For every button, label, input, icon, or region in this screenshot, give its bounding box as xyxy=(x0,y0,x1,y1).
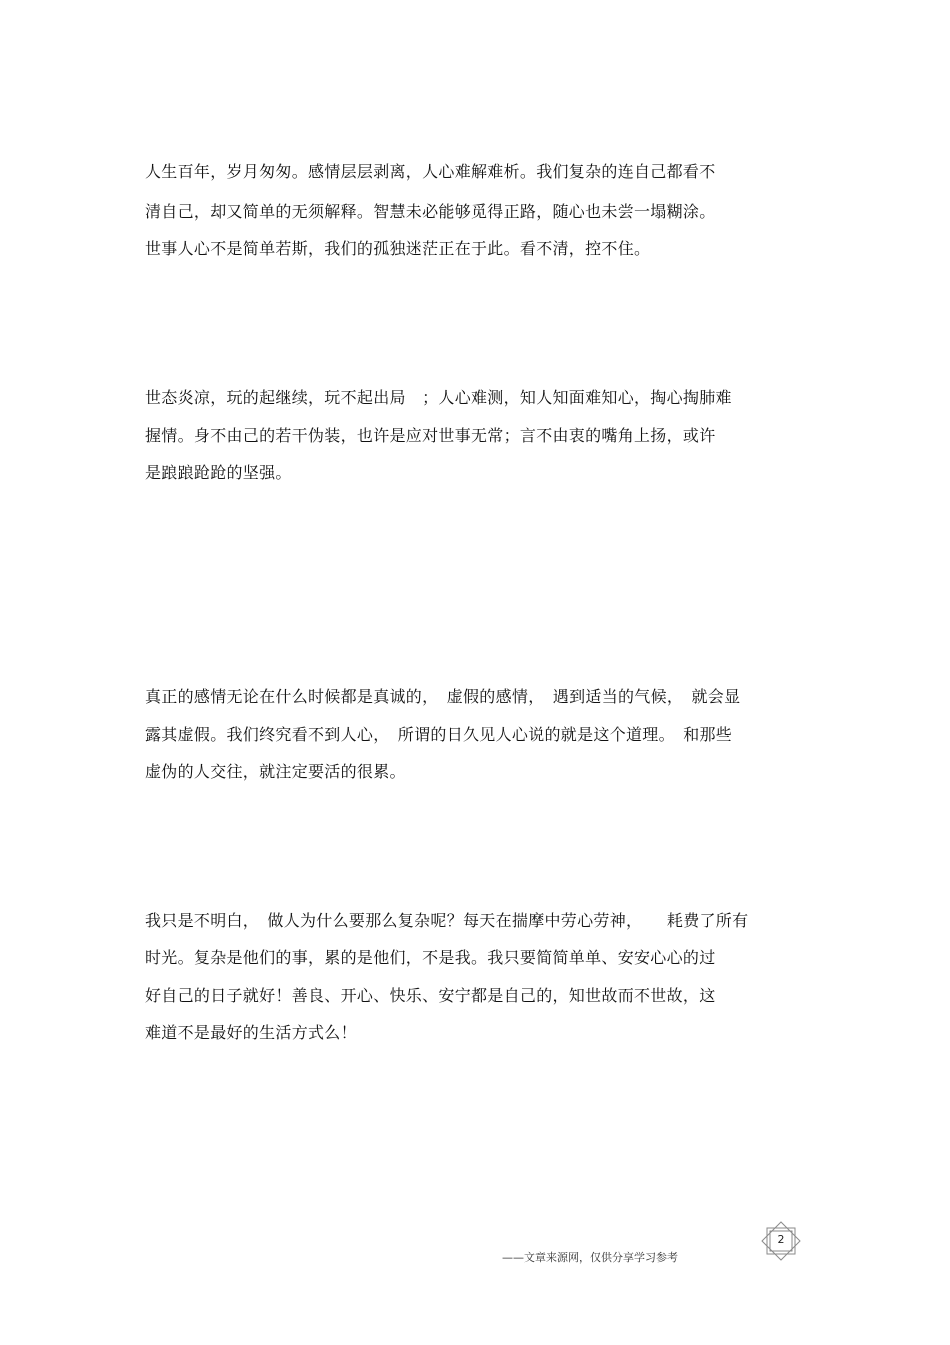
footer-source-note: ——文章来源网，仅供分享学习参考 xyxy=(502,1251,678,1264)
paragraph-line: 露其虚假。我们终究看不到人心， 所谓的日久见人心说的就是这个道理。 和那些 xyxy=(145,725,733,744)
paragraph-line: 清自己，却又简单的无须解释。智慧未必能够觅得正路，随心也未尝一塌糊涂。 xyxy=(145,202,716,221)
paragraph-line: 世事人心不是简单若斯，我们的孤独迷茫正在于此。看不清，控不住。 xyxy=(145,239,651,258)
page-number-badge xyxy=(758,1221,804,1261)
paragraph-line: 虚伪的人交往，就注定要活的很累。 xyxy=(145,762,406,781)
paragraph-line: 真正的感情无论在什么时候都是真诚的， 虚假的感情， 遇到适当的气候， 就会显 xyxy=(145,687,741,706)
page-number: 2 xyxy=(777,1233,785,1246)
paragraph-line: 我只是不明白， 做人为什么要那么复杂呢？每天在揣摩中劳心劳神， 耗费了所有 xyxy=(145,911,749,930)
paragraph-line: 世态炎凉，玩的起继续，玩不起出局 ；人心难测，知人知面难知心，掏心掏肺难 xyxy=(145,388,732,407)
paragraph-line: 人生百年，岁月匆匆。感情层层剥离，人心难解难析。我们复杂的连自己都看不 xyxy=(145,162,716,181)
paragraph-line: 时光。复杂是他们的事，累的是他们，不是我。我只要简简单单、安安心心的过 xyxy=(145,948,716,967)
paragraph-line: 握情。身不由己的若干伪装，也许是应对世事无常；言不由衷的嘴角上扬，或许 xyxy=(145,426,716,445)
paragraph-line: 难道不是最好的生活方式么！ xyxy=(145,1023,357,1042)
paragraph-line: 是踉踉跄跄的坚强。 xyxy=(145,463,292,482)
paragraph-line: 好自己的日子就好！善良、开心、快乐、安宁都是自己的，知世故而不世故，这 xyxy=(145,986,716,1005)
